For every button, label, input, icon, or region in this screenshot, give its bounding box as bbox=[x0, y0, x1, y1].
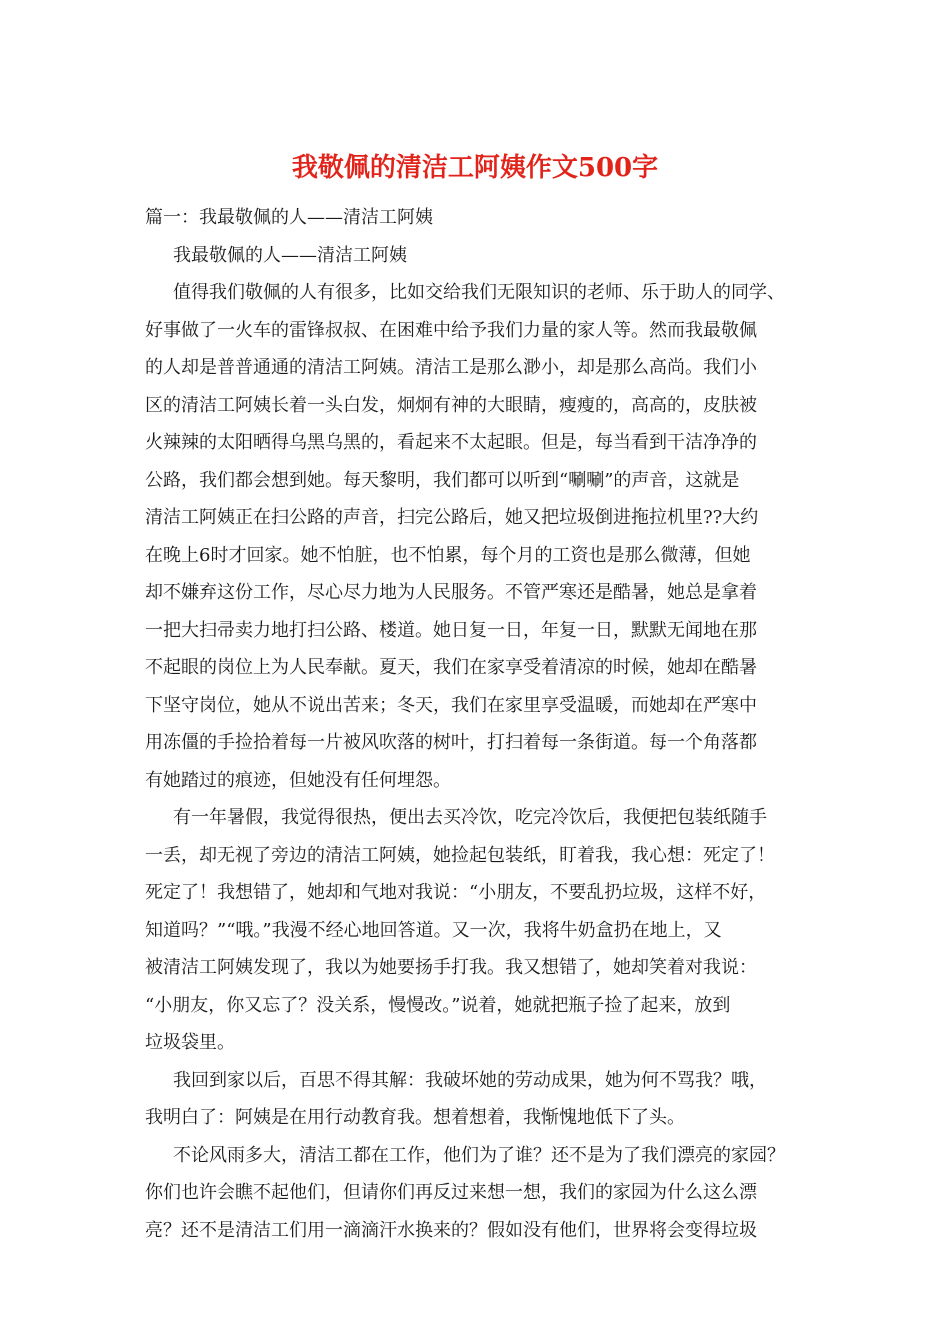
text-line: 清洁工阿姨正在扫公路的声音，扫完公路后，她又把垃圾倒进拖拉机里??大约 bbox=[145, 507, 759, 528]
text-line: 在晚上6时才回家。她不怕脏，也不怕累，每个月的工资也是那么微薄，但她 bbox=[145, 544, 751, 566]
text-line: 一丢，却无视了旁边的清洁工阿姨，她捡起包装纸，盯着我，我心想：死定了！ bbox=[145, 844, 775, 866]
text-line: 垃圾袋里。 bbox=[145, 1032, 235, 1053]
text-line: 火辣辣的太阳晒得乌黑乌黑的，看起来不太起眼。但是，每当看到干洁净净的 bbox=[145, 432, 757, 453]
text-line: 的人却是普普通通的清洁工阿姨。清洁工是那么渺小，却是那么高尚。我们小 bbox=[145, 357, 757, 378]
text-line: 有她踏过的痕迹，但她没有任何埋怨。 bbox=[145, 769, 451, 791]
text-line: 被清洁工阿姨发现了，我以为她要扬手打我。我又想错了，她却笑着对我说： bbox=[145, 957, 757, 978]
text-line: 你们也许会瞧不起他们，但请你们再反过来想一想，我们的家园为什么这么漂 bbox=[145, 1182, 757, 1203]
text-line: 值得我们敬佩的人有很多，比如交给我们无限知识的老师、乐于助人的同学、 bbox=[173, 282, 785, 303]
text-line: 好事做了一火车的雷锋叔叔、在困难中给予我们力量的家人等。然而我最敬佩 bbox=[145, 319, 757, 341]
text-line: 不起眼的岗位上为人民奉献。夏天，我们在家享受着清凉的时候，她却在酷暑 bbox=[145, 657, 757, 678]
text-line: 篇一：我最敬佩的人——清洁工阿姨 bbox=[145, 207, 433, 228]
text-line: “小朋友，你又忘了？没关系，慢慢改。”说着，她就把瓶子捡了起来，放到 bbox=[145, 994, 731, 1016]
text-line: 公路，我们都会想到她。每天黎明，我们都可以听到“唰唰”的声音，这就是 bbox=[145, 469, 740, 491]
text-line: 一把大扫帚卖力地打扫公路、楼道。她日复一日，年复一日，默默无闻地在那 bbox=[145, 619, 757, 641]
document-body bbox=[145, 199, 815, 1249]
text-line: 不论风雨多大，清洁工都在工作，他们为了谁？还不是为了我们漂亮的家园？ bbox=[173, 1144, 785, 1166]
text-line: 却不嫌弃这份工作，尽心尽力地为人民服务。不管严寒还是酷暑，她总是拿着 bbox=[145, 582, 757, 603]
text-line: 我回到家以后，百思不得其解：我破坏她的劳动成果，她为何不骂我？哦， bbox=[173, 1069, 767, 1091]
text-line: 有一年暑假，我觉得很热，便出去买冷饮，吃完冷饮后，我便把包装纸随手 bbox=[173, 807, 767, 828]
text-line: 区的清洁工阿姨长着一头白发，炯炯有神的大眼睛，瘦瘦的，高高的，皮肤被 bbox=[145, 394, 757, 416]
text-line: 下坚守岗位，她从不说出苦来；冬天，我们在家里享受温暖，而她却在严寒中 bbox=[145, 694, 757, 716]
text-line: 我明白了：阿姨是在用行动教育我。想着想着，我惭愧地低下了头。 bbox=[145, 1107, 685, 1128]
text-line: 我最敬佩的人——清洁工阿姨 bbox=[173, 244, 407, 266]
text-line: 用冻僵的手捡拾着每一片被风吹落的树叶，打扫着每一条街道。每一个角落都 bbox=[145, 732, 757, 753]
text-line: 亮？还不是清洁工们用一滴滴汗水换来的？假如没有他们，世界将会变得垃圾 bbox=[145, 1219, 757, 1241]
text-line: 死定了！我想错了，她却和气地对我说：“小朋友，不要乱扔垃圾，这样不好， bbox=[145, 882, 767, 903]
document-title: 我敬佩的清洁工阿姨作文500字 bbox=[291, 153, 659, 183]
text-line: 知道吗？”“哦。”我漫不经心地回答道。又一次，我将牛奶盒扔在地上，又 bbox=[145, 919, 722, 941]
